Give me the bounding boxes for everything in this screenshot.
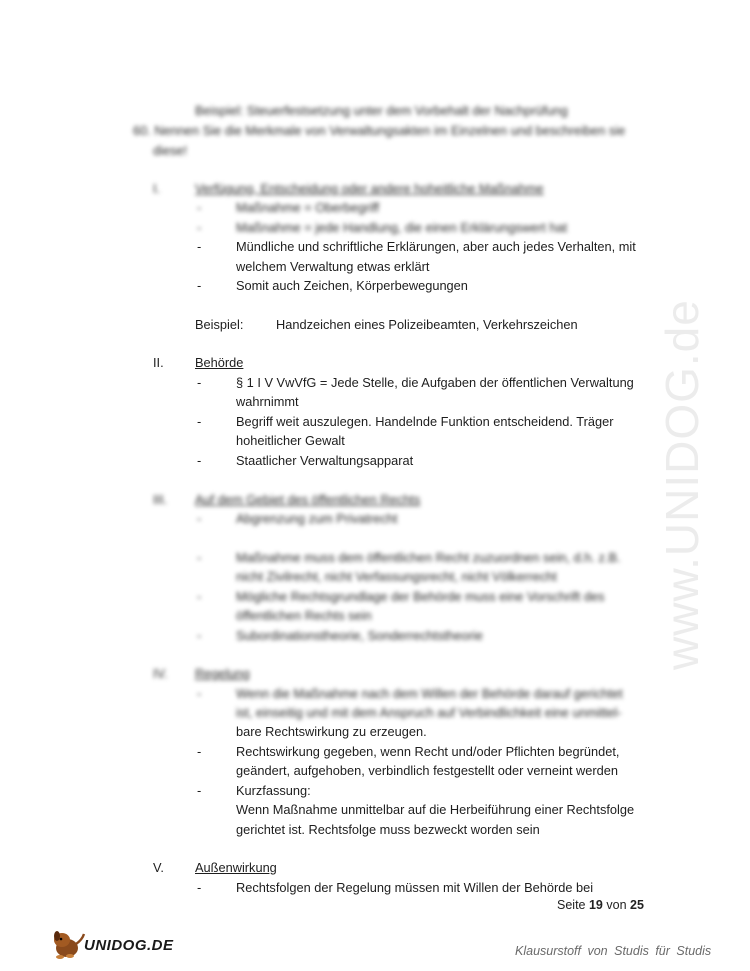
bullet-text: Somit auch Zeichen, Körperbewegungen	[236, 278, 468, 293]
page-sep: von	[606, 898, 627, 912]
bullet-text: Staatlicher Verwaltungsapparat	[236, 453, 414, 468]
bullet-dash: -	[197, 686, 202, 701]
section-number: I.	[153, 181, 161, 196]
page-total: 25	[630, 898, 644, 912]
section-number: V.	[153, 860, 164, 875]
section-heading: Behörde	[195, 355, 244, 370]
footer-slogan: Klausurstoff von Studis für Studis	[515, 944, 712, 958]
bullet-dash: -	[197, 453, 202, 468]
bullet-dash: -	[197, 628, 202, 643]
bullet-text-cont: welchem Verwaltung etwas erklärt	[236, 259, 430, 274]
bullet-dash: -	[197, 783, 202, 798]
bullet-text: § 1 I V VwVfG = Jede Stelle, die Aufgaben der öffentlichen Verwaltung	[236, 375, 634, 390]
bullet-text: Maßnahme = Oberbegriff	[236, 200, 380, 215]
logo-text: UNIDOG.DE	[84, 937, 174, 954]
bullet-dash: -	[197, 880, 202, 895]
example-line: Beispiel: Steuerfestsetzung unter dem Vorbehalt der Nachprüfung	[195, 103, 568, 118]
bullet-dash: -	[197, 278, 202, 293]
bullet-dash: -	[197, 414, 202, 429]
bullet-dash: -	[197, 589, 202, 604]
section-heading: Außenwirkung	[195, 860, 277, 875]
watermark: www.UNIDOG.de	[656, 299, 708, 670]
bullet-text-cont: gerichtet ist. Rechtsfolge muss bezweckt worden sein	[236, 822, 540, 837]
section-number: IV.	[153, 666, 168, 681]
bullet-text: Mögliche Rechtsgrundlage der Behörde muss eine Vorschrift des	[236, 589, 605, 604]
bullet-text-cont: Wenn Maßnahme unmittelbar auf die Herbeiführung einer Rechtsfolge	[236, 802, 635, 817]
bullet-text: Rechtswirkung gegeben, wenn Recht und/oder Pflichten begründet,	[236, 744, 620, 759]
bullet-text-cont: hoheitlicher Gewalt	[236, 433, 345, 448]
bullet-text-cont: geändert, aufgehoben, verbindlich festgestellt oder verneint werden	[236, 763, 619, 778]
section-heading: Verfügung, Entscheidung oder andere hoheitliche Maßnahme	[195, 181, 544, 196]
bullet-text: Maßnahme = jede Handlung, die einen Erklärungswert hat	[236, 220, 568, 235]
bullet-text: Mündliche und schriftliche Erklärungen, aber auch jedes Verhalten, mit	[236, 239, 636, 254]
bullet-text: Subordinationstheorie, Sonderrechtstheorie	[236, 628, 483, 643]
bullet-text-cont: öffentlichen Rechts sein	[236, 608, 372, 623]
example-text: Handzeichen eines Polizeibeamten, Verkehrszeichen	[276, 317, 578, 332]
bullet-text: Abgrenzung zum Privatrecht	[236, 511, 398, 526]
bullet-dash: -	[197, 200, 202, 215]
bullet-dash: -	[197, 550, 202, 565]
section-number: II.	[153, 355, 164, 370]
bullet-text-cont: nicht Zivilrecht, nicht Verfassungsrecht, nicht Völkerrecht	[236, 569, 557, 584]
section-number: III.	[153, 492, 168, 507]
bullet-text: Rechtsfolgen der Regelung müssen mit Willen der Behörde bei	[236, 880, 594, 895]
section-heading: Regelung	[195, 666, 250, 681]
question-line-cont: diese!	[153, 143, 188, 158]
bullet-dash: -	[197, 375, 202, 390]
bullet-dash: -	[197, 744, 202, 759]
bullet-text: Wenn die Maßnahme nach dem Willen der Behörde darauf gerichtet	[236, 686, 623, 701]
page-current: 19	[588, 898, 603, 912]
bullet-dash: -	[197, 511, 202, 526]
page-number	[557, 898, 644, 912]
page-prefix: Seite	[557, 898, 586, 912]
bullet-text-cont: ist, einseitig und mit dem Anspruch auf Verbindlichkeit eine unmittel-	[236, 705, 622, 720]
bullet-dash: -	[197, 220, 202, 235]
bullet-text-cont: wahrnimmt	[236, 394, 299, 409]
example-label: Beispiel:	[195, 317, 244, 332]
bullet-dash: -	[197, 239, 202, 254]
section-heading: Auf dem Gebiet des öffentlichen Rechts	[195, 492, 421, 507]
bullet-text: Begriff weit auszulegen. Handelnde Funktion entscheidend. Träger	[236, 414, 614, 429]
bullet-text: Kurzfassung:	[236, 783, 311, 798]
bullet-text-cont: bare Rechtswirkung zu erzeugen.	[236, 724, 427, 739]
bullet-text: Maßnahme muss dem öffentlichen Recht zuzuordnen sein, d.h. z.B.	[236, 550, 621, 565]
question-line: 60. Nennen Sie die Merkmale von Verwaltungsakten im Einzelnen und beschreiben sie	[133, 123, 626, 138]
